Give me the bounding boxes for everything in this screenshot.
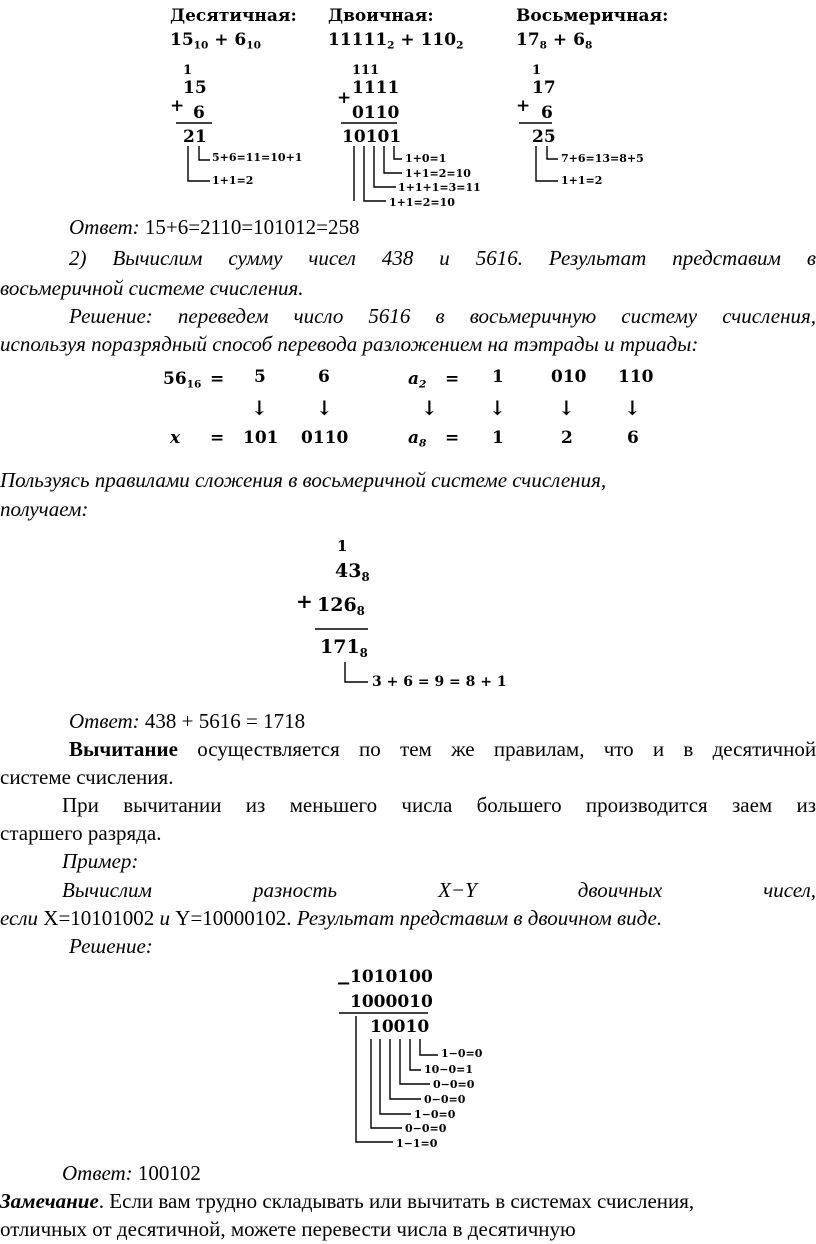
- octal-note: 3 + 6 = 9 = 8 + 1: [372, 674, 507, 690]
- sub-note-6: 0−0=0: [405, 1122, 447, 1135]
- solution-line-2: используя поразрядный способ перевода разложением на тэтрады и триады:: [0, 332, 699, 356]
- borrow-line-1: При вычитании из меньшего числа большего производится заем из: [62, 793, 816, 817]
- bin-expression: $11111_2 + 110_2$: [328, 30, 464, 52]
- binary-group-2: 0110: [301, 428, 349, 448]
- hex-digit-1: 5: [254, 367, 266, 387]
- dec-result: 21: [183, 127, 207, 147]
- binary-group-1: 101: [243, 428, 279, 448]
- borrow-line-2: старшего разряда.: [0, 821, 162, 845]
- oct-note-1: 7+6=13=8+5: [561, 152, 644, 165]
- octal-digit-1: 1: [492, 428, 504, 448]
- task2-line-1: 2) Вычислим сумму чисел 438 и 5616. Результат представим в: [69, 246, 816, 270]
- octal-carry: 1: [337, 537, 348, 555]
- bin-plus-sign: +: [337, 88, 352, 108]
- remark-line-2: отличных от десятичной, можете перевести числа в десятичную: [0, 1217, 576, 1241]
- arrow-down-icon: ↓: [558, 396, 575, 420]
- dec-operand-a: 15: [183, 78, 207, 98]
- octal-digit-3: 6: [627, 428, 639, 448]
- bin-note-4: 1+1=2=10: [389, 196, 455, 209]
- octal-digit-2: 2: [561, 428, 573, 448]
- solution-line-1: Решение: переведем число 5616 в восьмеричную систему счисления,: [69, 304, 816, 328]
- subtraction-line-2: системе счисления.: [0, 765, 174, 789]
- example-line-1: Вычислим разность X−Y двоичных чисел,: [62, 878, 816, 902]
- remark-line-1: Замечание. Если вам трудно складывать или вычитать в системах счисления,: [0, 1189, 695, 1213]
- dec-note-2: 1+1=2: [212, 174, 254, 187]
- octal-plus-sign: +: [296, 589, 313, 613]
- solution-label: Решение:: [69, 934, 153, 958]
- dec-title: Десятичная:: [170, 6, 297, 26]
- subtrahend: 1000010: [350, 992, 433, 1012]
- octal-operand-b: $126_8$: [317, 594, 365, 619]
- sub-note-4: 0−0=0: [424, 1093, 466, 1106]
- octal-operand-a: $43_8$: [335, 560, 370, 585]
- bin-carry: 111: [352, 63, 380, 78]
- answer-line-1: Ответ: 15+6=2110=101012=258: [69, 215, 360, 239]
- dec-expression: $15_{10} + 6_{10}$: [170, 30, 261, 52]
- a8-symbol: $a_8$: [408, 428, 427, 450]
- subtraction-line-1: Вычитание осуществляется по тем же правилам, что и в десятичной: [69, 737, 816, 761]
- sub-note-3: 0−0=0: [433, 1078, 475, 1091]
- bin-title: Двоичная:: [328, 6, 434, 26]
- eq-sign-1: =: [210, 369, 225, 389]
- hex-number: $56_{16}$: [163, 369, 202, 391]
- sub-note-7: 1−1=0: [396, 1137, 438, 1150]
- arrow-down-icon: ↓: [251, 396, 268, 420]
- oct-note-2: 1+1=2: [561, 174, 603, 187]
- rules-line-2: получаем:: [0, 497, 89, 521]
- minuend: 1010100: [350, 967, 433, 987]
- bin-note-1: 1+0=1: [405, 152, 447, 165]
- arrow-down-icon: ↓: [489, 396, 506, 420]
- triad-1: 1: [492, 367, 504, 387]
- eq-sign-2: =: [210, 428, 225, 448]
- arrow-down-icon: ↓: [624, 396, 641, 420]
- a2-symbol: $a_2$: [408, 369, 427, 391]
- bin-note-3: 1+1+1=3=11: [398, 181, 481, 194]
- dec-operand-b: 6: [193, 103, 205, 123]
- oct-operand-a: 17: [532, 78, 556, 98]
- triad-2: 010: [551, 367, 587, 387]
- octal-result: $171_8$: [320, 636, 368, 661]
- oct-expression: $17_8 + 6_8$: [516, 30, 593, 52]
- oct-result: 25: [532, 127, 556, 147]
- bin-note-2: 1+1=2=10: [405, 167, 471, 180]
- bin-operand-b: 0110: [352, 103, 400, 123]
- triad-3: 110: [618, 367, 654, 387]
- arrow-down-icon: ↓: [316, 396, 333, 420]
- eq-sign-3: =: [445, 369, 460, 389]
- dec-plus-sign: +: [170, 96, 185, 116]
- oct-carry: 1: [532, 63, 542, 78]
- hex-digit-2: 6: [318, 367, 330, 387]
- oct-operand-b: 6: [541, 103, 553, 123]
- example-label: Пример:: [62, 849, 139, 873]
- rules-line-1: Пользуясь правилами сложения в восьмеричной системе счисления,: [0, 468, 607, 492]
- x-symbol: x: [170, 428, 181, 448]
- sub-note-2: 10−0=1: [424, 1063, 474, 1076]
- bin-result: 10101: [342, 127, 402, 147]
- minus-sign: −: [336, 973, 352, 994]
- difference: 10010: [370, 1017, 430, 1037]
- sub-note-5: 1−0=0: [414, 1108, 456, 1121]
- sub-note-1: 1−0=0: [441, 1047, 483, 1060]
- example-line-2: если X=10101002 и Y=10000102. Результат представим в двоичном виде.: [0, 906, 663, 930]
- answer-line-3: Ответ: 100102: [62, 1161, 201, 1185]
- eq-sign-4: =: [445, 428, 460, 448]
- bin-operand-a: 1111: [352, 78, 400, 98]
- arrow-down-icon: ↓: [421, 396, 438, 420]
- dec-note-1: 5+6=11=10+1: [212, 151, 303, 164]
- oct-plus-sign: +: [516, 96, 531, 116]
- oct-title: Восьмеричная:: [516, 6, 669, 26]
- answer-line-2: Ответ: 438 + 5616 = 1718: [69, 709, 306, 733]
- dec-carry: 1: [183, 63, 193, 78]
- task2-line-2: восьмеричной системе счисления.: [0, 276, 304, 300]
